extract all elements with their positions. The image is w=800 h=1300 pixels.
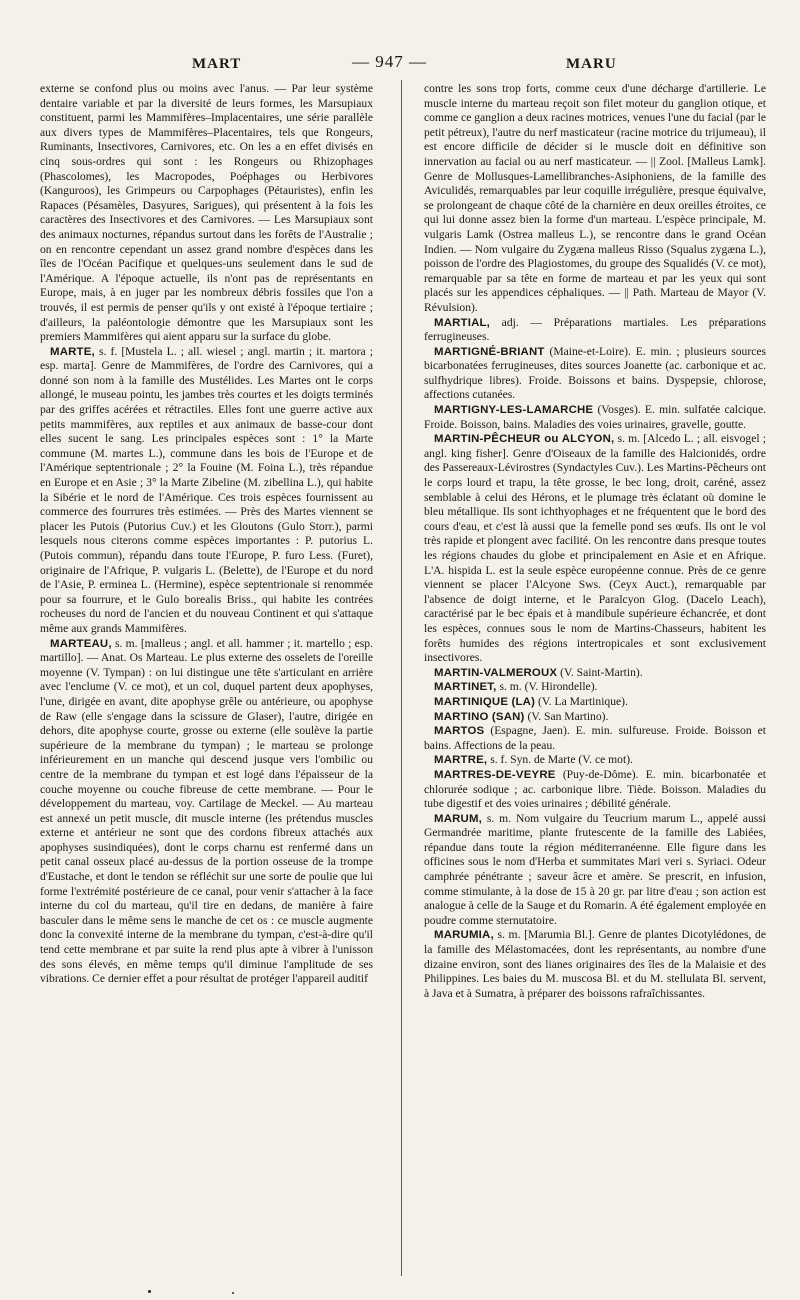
entry — [424, 345, 766, 403]
entry-text: contre les sons trop forts, comme ceux d'une décharge d'artillerie. Le muscle interne du marteau reçoit son filet moteur du ganglion otique, et comme ce ganglion a deux racines motrices, venues l'une du facial (par le petit pétreux), l'autre du nerf masticateur (racine motrice du trijumeau), il est encore difficile de décider si le muscle doit en définitive son innervation au facial ou au nerf masticateur. — || Zool. [Malleus Lamk]. Genre de Mollusques-Lamellibranches-Asiphoniens, de la famille des Aviculidés, remarquables par leur coquille irrégulière, presque équivalve, se prolongeant de chaque côté de la charnière en deux oreilles étroites, ce qui lui donne assez bien la forme d'un marteau. L'espèce principale, M. vulgaris Lamk (Ostrea malleus L.), se rencontre dans le grand Océan Indien. — Nom vulgaire du Zygæna malleus Risso (Squalus zygæna L.), poisson de l'ordre des Plagiostomes, du groupe des Squalidés (V. ce mot), remarquable par sa tête en forme de marteau et par les yeux qui sont placés sur les appendices céphaliques. — || Path. Marteau de Mayor (V. Révulsion). — [424, 82, 766, 314]
entry — [424, 82, 766, 316]
running-header — [0, 52, 800, 76]
entry-text: (Puy-de-Dôme). E. min. bicarbonatée et chlorurée sodique ; ac. carbonique libre. Tiède. Boisson. Maladies du tube digestif et des voies urinaires ; débilité générale. — [424, 767, 766, 811]
entry-text: s. f. [Mustela L. ; all. wiesel ; angl. martin ; it. martora ; esp. marta]. Genre de Mammifères, de l'ordre des Carnivores, qui a donné son nom à la famille des Mustélides. Les Martes ont le corps allongé, le museau pointu, les jambes très courtes et les doigts terminés par des griffes acérées et rétractiles. Elles font une guerre active aux petits mammifères, aux reptiles et aux animaux de basse-cour dont elles sucent le sang. Les principales espèces sont : 1° la Marte commune (M. martes L.), commune dans les bois de l'Europe et de l'Amérique septentrionale ; 2° la Fouine (M. Foina L.), très répandue en Europe et en Asie ; 3° la Marte Zibeline (M. zibellina L.), qui habite la Sibérie et le nord de l'Amérique. Ces trois espèces fournissent au commerce des fourrures très estimées. — Près des Martes viennent se placer les Putois (Putorius Cuv.) et les Gloutons (Gulo Storr.), parmi lesquels nous citerons comme espèces importantes : P. putorius L. (Putois commun), répandu dans toute l'Europe, P. furo Less. (Furet), originaire de l'Afrique, P. vulgaris L. (Belette), de l'Europe et du nord de l'Asie, P. erminea L. (Hermine), espèce septentrionale si renommée pour sa fourrure, et le Gulo borealis Briss., qui habite les contrées rocheuses du nord de l'ancien et du nouveau Continent et qui s'attaque même aux grands Mammifères. — [40, 344, 373, 635]
entry — [424, 812, 766, 929]
entry-text: s. m. [Alcedo L. ; all. eisvogel ; angl. king fisher]. Genre d'Oiseaux de la famille des Halcionidés, ordre des Passereaux-Lévirostres (Syndactyles Cuv.). Les Martins-Pêcheurs ont le corps lourd et trapu, la tête grosse, le bec long, droit, caréné, assez semblable à celui des Hérons, et le plumage très éclatant où domine le bleu métallique. Ils sont ichthyophages et ne fréquentent que le bord des cours d'eau, et c'est là aussi que la femelle pond ses œufs. Ils ont le vol très rapide et plongent avec facilité. On les rencontre dans presque toutes les régions chaudes du globe et principalement en Asie et en Afrique. L'A. hispida L. est la seule espèce européenne connue. Près de ce genre viennent se placer l'Alcyone Sws. (Ceyx Auct.), remarquable par l'absence de doigt interne, et le Paralcyon Glog. (Dacelo Leach), caractérisé par le bec épais et à mandibule supérieure échancrée, et dont les espèces, connues sous le nom de Martins-Chasseurs, habitent les forêts humides des régions intertropicales et sont exclusivement insectivores. — [424, 432, 766, 665]
entry — [424, 403, 766, 432]
header-left-keyword: MART — [192, 56, 242, 72]
entry-text: adj. — Préparations martiales. Les préparations ferrugineuses. — [424, 315, 766, 344]
entry-headword: MARTIN-PÊCHEUR ou ALCYON, — [434, 433, 615, 446]
column-divider — [401, 80, 402, 1276]
right-column — [424, 82, 766, 1278]
entry-headword: MARTINIQUE (LA) — [434, 695, 536, 708]
entry — [424, 680, 766, 695]
entry — [424, 710, 766, 725]
entry — [424, 666, 766, 681]
entry-text: s. m. [Marumia Bl.]. Genre de plantes Dicotylédones, de la famille des Mélastomacées, dont les représentants, au nombre d'une dizaine environ, sont des lianes originaires des îles de la Malaisie et des Philippines. Les baies du M. muscosa Bl. et du M. stellulata Bl. servent, à Java et à Sumatra, à préparer des boissons rafraîchissantes. — [424, 928, 766, 1000]
entry — [424, 928, 766, 1001]
entry-headword: MARTIN-VALMEROUX — [434, 666, 558, 679]
left-column — [40, 82, 373, 1278]
entry-text: externe se confond plus ou moins avec l'anus. — Par leur système dentaire variable et par la diversité de leurs formes, les Marsupiaux constituent, parmi les Mammifères–Implacentaires, une série parallèle aux divers types de Mammifères–Placentaires, tels que Rongeurs, Ruminants, Insectivores, Carnivores, etc. On les a en effet divisés en cinq sous-ordres qui sont : les Rongeurs ou Rhizophages (Phascolomes), les Macropodes, Poéphages ou Herbivores (Kanguroos), les Grimpeurs ou Carpophages (Pétauristes), enfin les Rapaces (Pésamèles, Dasyures, Sarigues), qui présentent à la fois les caractères des Insectivores et des Carnivores. — Les Marsupiaux sont des animaux nocturnes, répandus surtout dans les forêts de l'Australie ; on en rencontre cependant un assez grand nombre d'espèces dans les îles de l'Océan Pacifique et quelques-uns seulement dans le sud de l'Amérique. A l'époque actuelle, ils n'ont pas de représentants en Europe, mais, à en juger par les nombreux débris fossiles que l'on a trouvés, il est permis de penser qu'ils y ont existé à l'époque tertiaire ; d'ailleurs, la paléontologie démontre que les Marsupiaux sont les premiers Mammifères qui aient apparu sur la surface du globe. — [40, 82, 373, 344]
entry-text: s. m. (V. Hirondelle). — [499, 680, 598, 694]
entry-text: s. f. Syn. de Marte (V. ce mot). — [490, 753, 633, 767]
entry — [40, 637, 373, 987]
entry-headword: MARTRES-DE-VEYRE — [434, 768, 556, 781]
entry-headword: MARTIAL, — [434, 316, 491, 329]
entry — [424, 695, 766, 710]
entry — [424, 753, 766, 768]
entry-text: (Espagne, Jaen). E. min. sulfureuse. Froide. Boisson et bains. Affections de la peau. — [424, 724, 766, 752]
entry-headword: MARTRE, — [434, 754, 488, 767]
entry-text: (Vosges). E. min. sulfatée calcique. Froide. Boisson, bains. Maladies des voies urinaires, gravelle, goutte. — [424, 403, 766, 431]
header-right-keyword: MARU — [566, 56, 617, 72]
entry-text: (Maine-et-Loire). E. min. ; plusieurs sources bicarbonatées ferrugineuses, dites sources Joanette (ac. carbonique et ac. sulfhydrique libres). Froide. Boissons et bains. Dyspepsie, chlorose, affections cutanées. — [424, 344, 766, 402]
entry-headword: MARTEAU, — [50, 637, 112, 650]
entry — [424, 432, 766, 666]
entry-text: (V. La Martinique). — [537, 694, 628, 708]
entry-headword: MARTIGNY-LES-LAMARCHE — [434, 404, 594, 417]
entry-headword: MARTINO (SAN) — [434, 710, 525, 723]
entry-text: (V. San Martino). — [527, 709, 609, 723]
entry-text: (V. Saint-Martin). — [560, 665, 643, 679]
entry-headword: MARTINET, — [434, 681, 497, 694]
entry — [40, 345, 373, 637]
entry-headword: MARTE, — [50, 345, 95, 358]
entry — [424, 724, 766, 753]
page-number: — 947 — — [352, 52, 427, 71]
ink-speck — [232, 1292, 234, 1294]
entry-headword: MARTOS — [434, 725, 485, 738]
entry-headword: MARTIGNÉ-BRIANT — [434, 345, 545, 358]
ink-speck — [148, 1290, 151, 1293]
entry — [40, 82, 373, 345]
entry — [424, 316, 766, 345]
entry-headword: MARUMIA, — [434, 929, 494, 942]
entry — [424, 768, 766, 812]
entry-headword: MARUM, — [434, 812, 483, 825]
entry-text: s. m. [malleus ; angl. et all. hammer ; it. martello ; esp. martillo]. — Anat. Os Marteau. Le plus externe des osselets de l'oreille moyenne (V. Tympan) : on lui distingue une tête s'articulant en arrière avec l'enclume (V. ce mot), et un col, duquel partent deux apophyses, l'une, dirigée en avant, dite apophyse grêle ou antérieure, ou apophyse de Raw (elle s'engage dans la scissure de Glaser), l'autre, dirigée en dehors, dite apophyse courte, grosse ou externe (elle soulève la partie supérieure de la membrane du tympan) ; le marteau se prolonge inférieurement en un manche qui descend jusque vers l'ombilic ou centre de la membrane du tympan et est logé dans l'épaisseur de la couche moyenne ou couche fibreuse de cette membrane. — Pour le développement du marteau, voy. Cartilage de Meckel. — Au marteau est annexé un petit muscle, dit muscle interne (les prétendus muscles externe et antérieur ne sont que des cordons fibreux attachés aux apophyses susindiquées), dont le corps charnu est renfermé dans un petit canal osseux placé au-dessus de la portion osseuse de la trompe d'Eustache, et dont le tendon se réfléchit sur une sorte de poulie que lui forme l'extrémité postérieure de ce canal, pour venir s'attacher à la face interne du col du marteau, qu'il tire en dedans, de manière à faire basculer dans le même sens le manche de cet os : ce muscle augmente donc la convexité interne de la membrane du tympan, c'est-à-dire qu'il tend cette membrane et par suite la rend plus apte à vibrer à l'unisson des sons élevés, en même temps qu'il diminue l'amplitude de ses vibrations. Ce dernier effet a pour résultat de protéger l'appareil auditif — [40, 636, 373, 986]
entry-text: s. m. Nom vulgaire du Teucrium marum L., appelé aussi Germandrée maritime, plante frutescente de la famille des Labiées, répandue dans toute la région méditerranéenne. Elle figure dans les officines sous le nom d'Herba et summitates Mari veri s. Syriaci. Odeur camphrée pénétrante ; saveur âcre et amère. Se prescrit, en infusion, comme stimulante, à la dose de 15 à 20 gr. par litre d'eau ; son action est analogue à celle de la Sauge et du Romarin. A été également employée en poudre comme sternutatoire. — [424, 811, 766, 927]
